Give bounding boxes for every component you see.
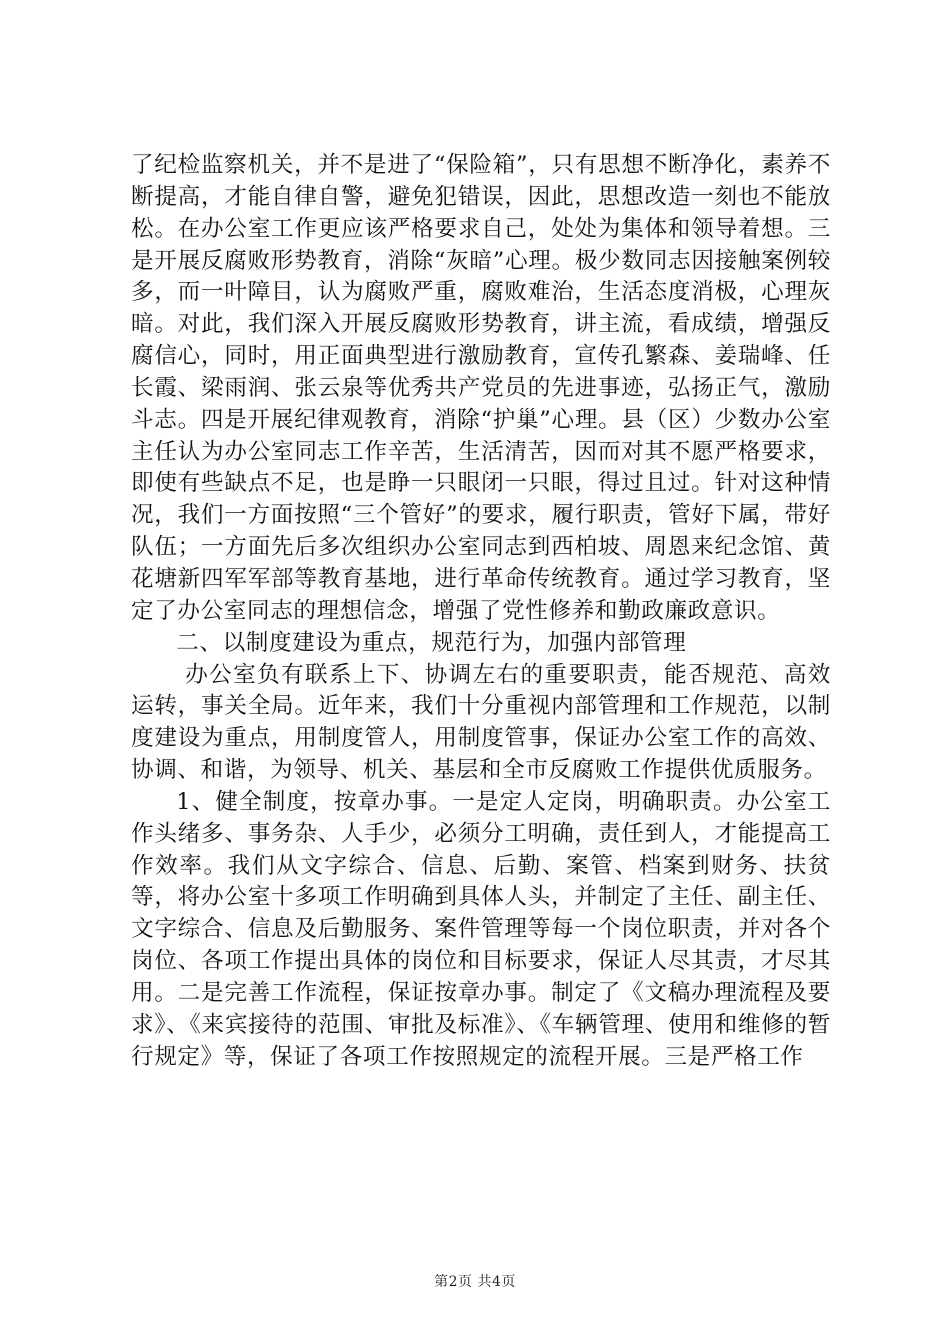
body-paragraph-continued: 了纪检监察机关，并不是进了“保险箱”，只有思想不断净化，素养不断提高，才能自律自警，避免犯错误，因此，思想改造一刻也不能放松。在办公室工作更应该严格要求自己，处处为集体和领导着想。三是开展反腐败形势教育，消除“灰暗”心理。极少数同志因接触案例较多，而一叶障目，认为腐败严重，腐败难治，生活态度消极，心理灰暗。对此，我们深入开展反腐败形势教育，讲主流，看成绩，增强反腐信心，同时，用正面典型进行激励教育，宣传孔繁森、姜瑞峰、任长霞、梁雨润、张云泉等优秀共产党员的先进事迹，弘扬正气，激励斗志。四是开展纪律观教育，消除“护巢”心理。县（区）少数办公室主任认为办公室同志工作辛苦，生活清苦，因而对其不愿严格要求，即使有些缺点不足，也是睁一只眼闭一只眼，得过且过。针对这种情况，我们一方面按照“三个管好”的要求，履行职责，管好下属，带好队伍；一方面先后多次组织办公室同志到西柏坡、周恩来纪念馆、黄花塘新四军军部等教育基地，进行革命传统教育。通过学习教育，坚定了办公室同志的理想信念，增强了党性修养和勤政廉政意识。 (131, 152, 831, 624)
page-footer: 第2页 共4页 (434, 1274, 516, 1290)
body-paragraph: 办公室负有联系上下、协调左右的重要职责，能否规范、高效运转，事关全局。近年来，我们十分重视内部管理和工作规范，以制度建设为重点，用制度管人，用制度管事，保证办公室工作的高效、协调、和谐，为领导、机关、基层和全市反腐败工作提供优质服务。 (131, 661, 831, 784)
section-heading: 二、以制度建设为重点，规范行为，加强内部管理 (176, 629, 687, 656)
body-paragraph: 1、健全制度，按章办事。一是定人定岗，明确职责。办公室工作头绪多、事务杂、人手少，必须分工明确，责任到人，才能提高工作效率。我们从文字综合、信息、后勤、案管、档案到财务、扶贫等，将办公室十多项工作明确到具体人头，并制定了主任、副主任、文字综合、信息及后勤服务、案件管理等每一个岗位职责，并对各个岗位、各项工作提出具体的岗位和目标要求，保证人尽其责，才尽其用。二是完善工作流程，保证按章办事。制定了《文稿办理流程及要求》、《来宾接待的范围、审批及标准》、《车辆管理、使用和维修的暂行规定》等，保证了各项工作按照规定的流程开展。三是严格工作 (131, 788, 831, 1070)
document-body (131, 150, 831, 1073)
